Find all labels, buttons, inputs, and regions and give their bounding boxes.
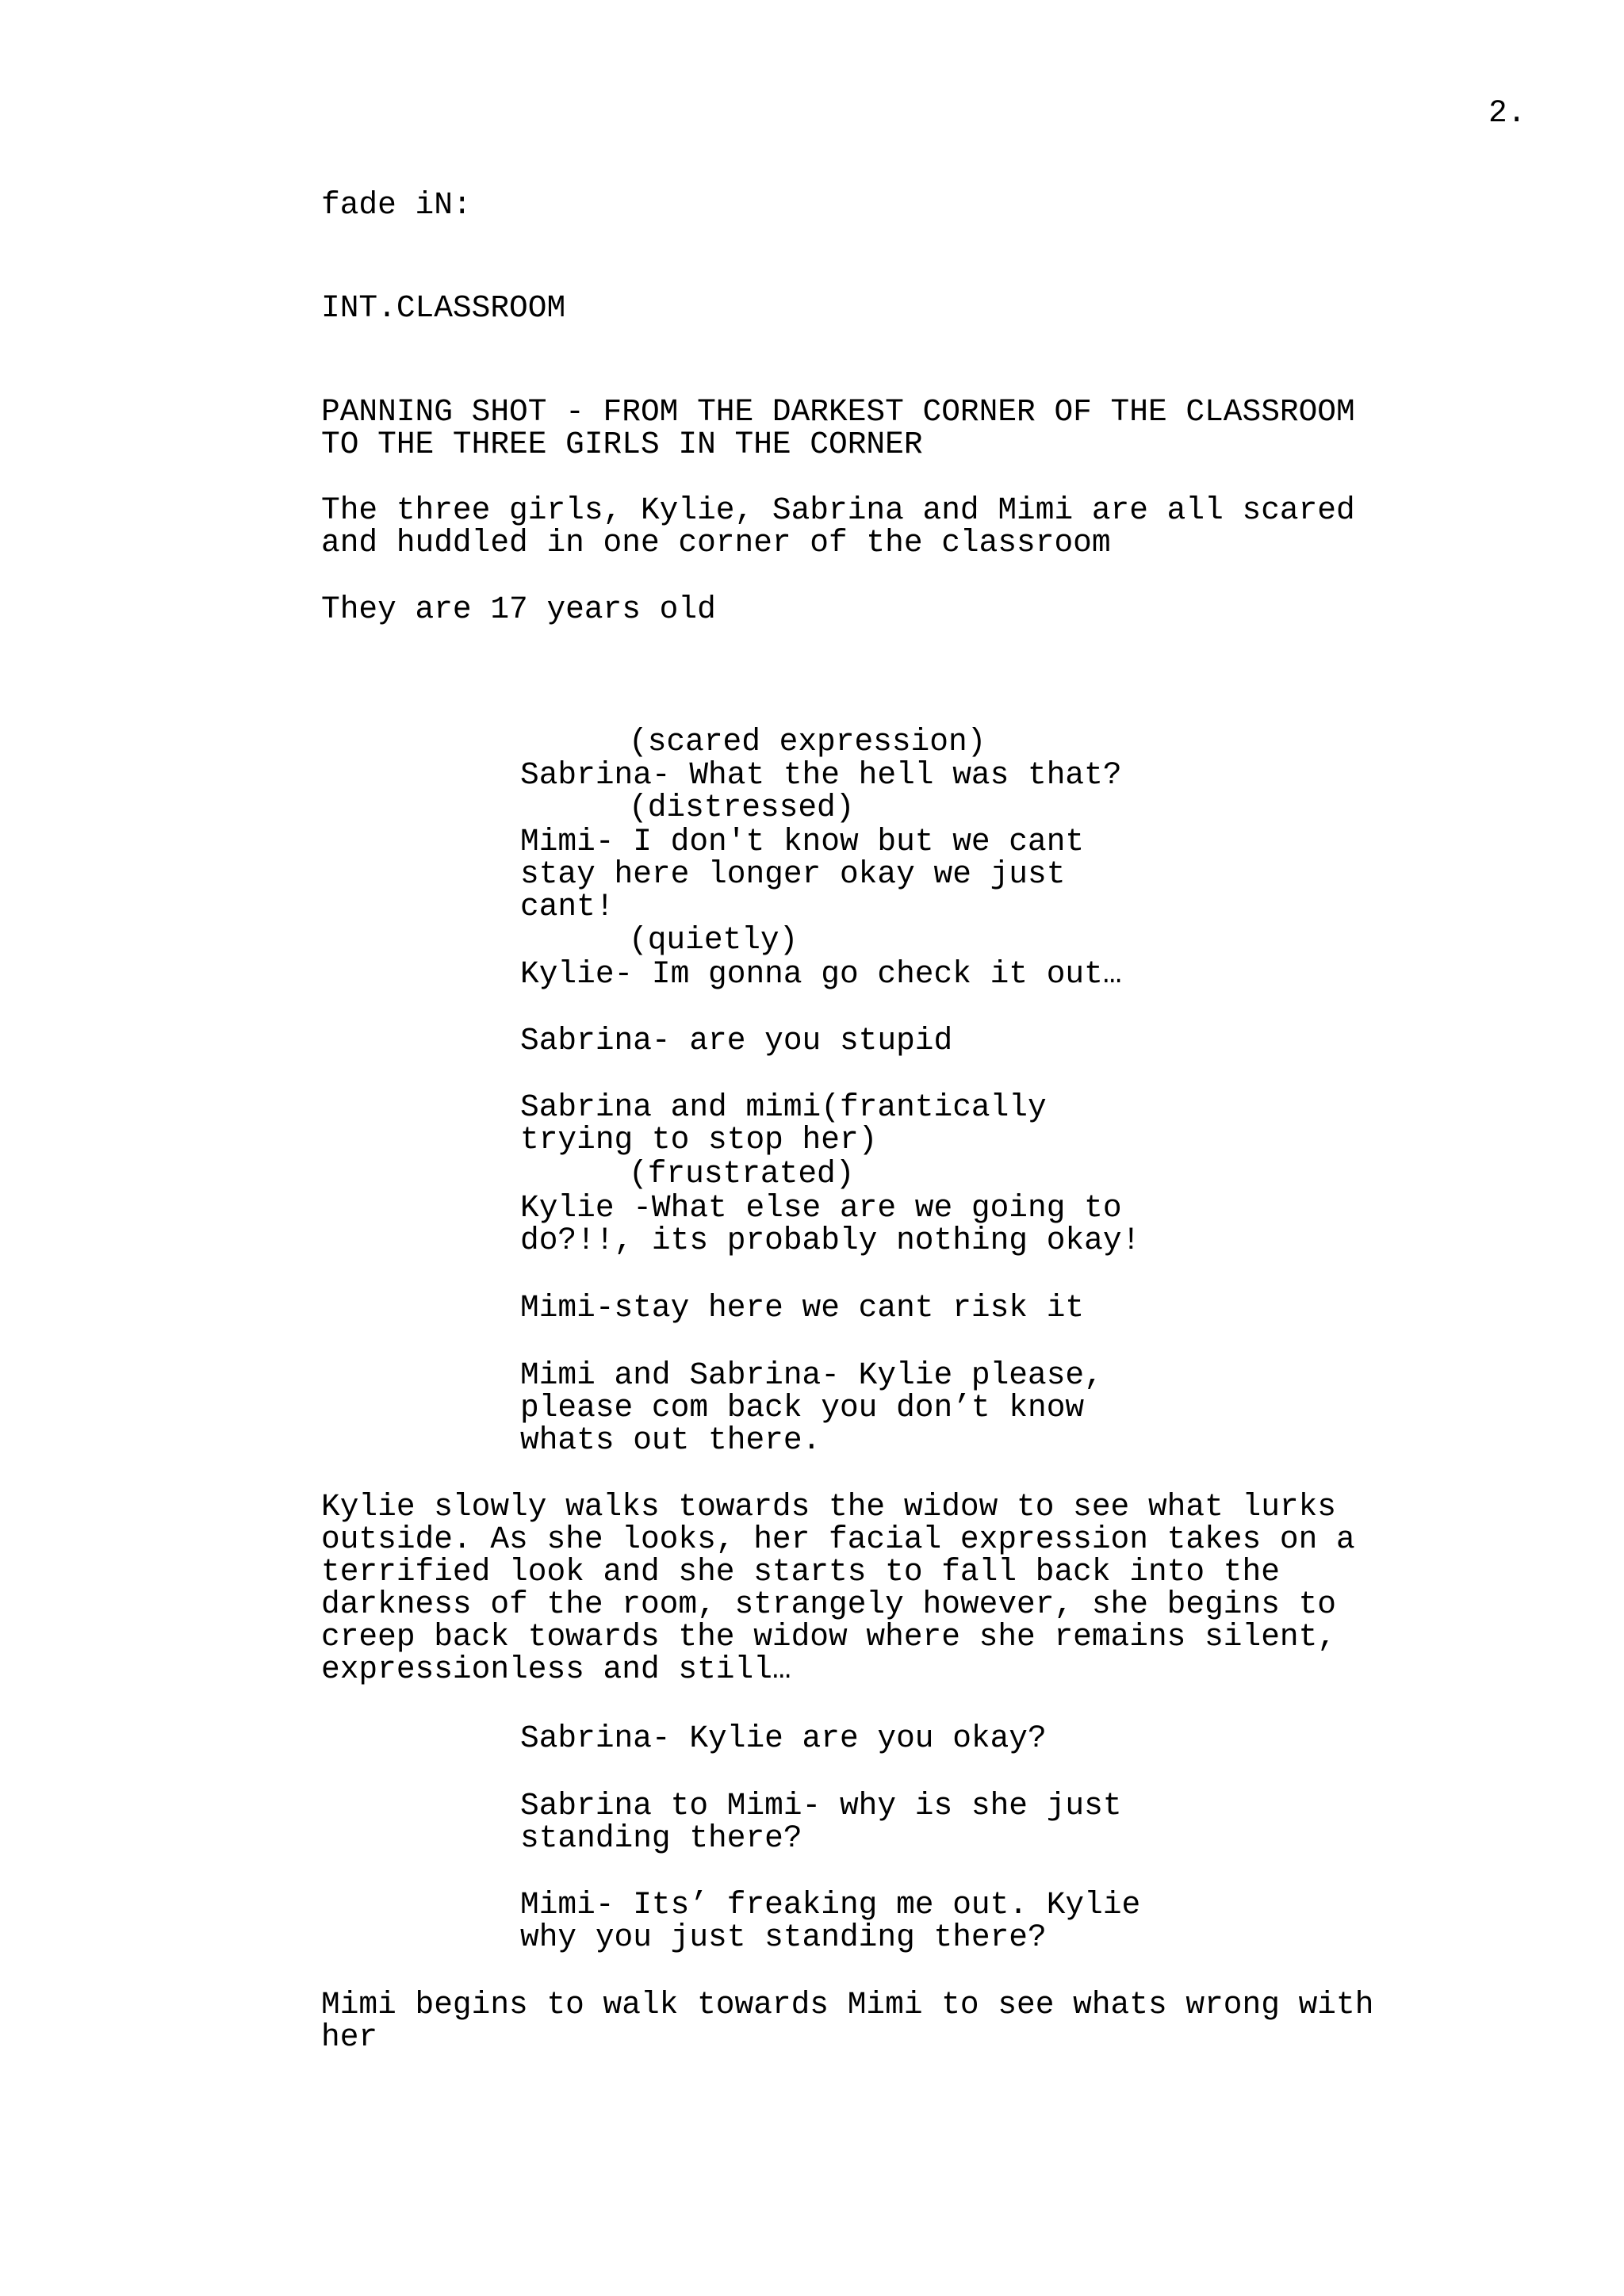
text-line: her [321,2019,378,2055]
text-line: please com back you don’t know [520,1390,1085,1425]
text-line: do?!!, its probably nothing okay! [520,1223,1141,1258]
dialogue-block [520,1359,1103,1456]
dialogue-block [520,759,1122,791]
text-line: Mimi- I don't know but we cant [520,824,1085,859]
text-line: They are 17 years old [321,591,716,627]
text-line: Sabrina and mimi(frantically [520,1089,1047,1125]
dialogue-block [520,1888,1140,1954]
text-line: Mimi-stay here we cant risk it [520,1290,1085,1326]
scene-heading: INT.CLASSROOM [321,290,566,326]
action-line [321,1490,1355,1686]
dialogue-block [520,958,1122,990]
dialogue-block [520,1024,952,1057]
page-number: 2. [1488,95,1526,131]
text-line: outside. As she looks, her facial expression takes on a [321,1521,1355,1557]
text-line: Mimi- Its’ freaking me out. Kylie [520,1887,1141,1923]
text-line: Sabrina- Kylie are you okay? [520,1720,1047,1756]
text-line: Kylie- Im gonna go check it out… [520,956,1122,992]
text-line: Mimi and Sabrina- Kylie please, [520,1357,1103,1393]
parenthetical: (frustrated) [629,1156,855,1192]
text-line: whats out there. [520,1422,822,1458]
text-line: stay here longer okay we just [520,856,1066,892]
text-line: TO THE THREE GIRLS IN THE CORNER [321,427,923,462]
text-line: PANNING SHOT - FROM THE DARKEST CORNER OF THE CLASSROOM [321,394,1355,430]
dialogue-block [520,1192,1140,1257]
dialogue-block [520,1091,1047,1156]
text-line: trying to stop her) [520,1122,878,1158]
action-line [321,593,716,626]
text-line: creep back towards the widow where she remains silent, [321,1619,1337,1655]
text-line: Sabrina to Mimi- why is she just [520,1788,1122,1823]
text-line: cant! [520,889,615,924]
text-line: Sabrina- What the hell was that? [520,757,1122,793]
action-line [321,1988,1373,2053]
text-line: The three girls, Kylie, Sabrina and Mimi are all scared [321,492,1355,528]
parenthetical: (scared expression) [629,724,986,760]
dialogue-block [520,1292,1084,1324]
text-line: standing there? [520,1820,802,1856]
dialogue-block [520,825,1084,923]
parenthetical: (distressed) [629,790,855,825]
dialogue-block [520,1789,1122,1854]
text-line: darkness of the room, strangely however, she begins to [321,1586,1337,1622]
text-line: and huddled in one corner of the classroom [321,525,1111,561]
text-line: terrified look and she starts to fall back into the [321,1554,1280,1590]
text-line: Mimi begins to walk towards Mimi to see whats wrong with [321,1987,1374,2022]
text-line: Kylie slowly walks towards the widow to see what lurks [321,1489,1337,1525]
transition: fade iN: [321,187,472,223]
text-line: expressionless and still… [321,1651,791,1687]
shot-description [321,396,1355,461]
parenthetical: (quietly) [629,922,799,958]
action-line [321,494,1355,559]
text-line: Kylie -What else are we going to [520,1190,1122,1226]
text-line: Sabrina- are you stupid [520,1023,953,1058]
text-line: why you just standing there? [520,1919,1047,1955]
dialogue-block [520,1722,1047,1755]
